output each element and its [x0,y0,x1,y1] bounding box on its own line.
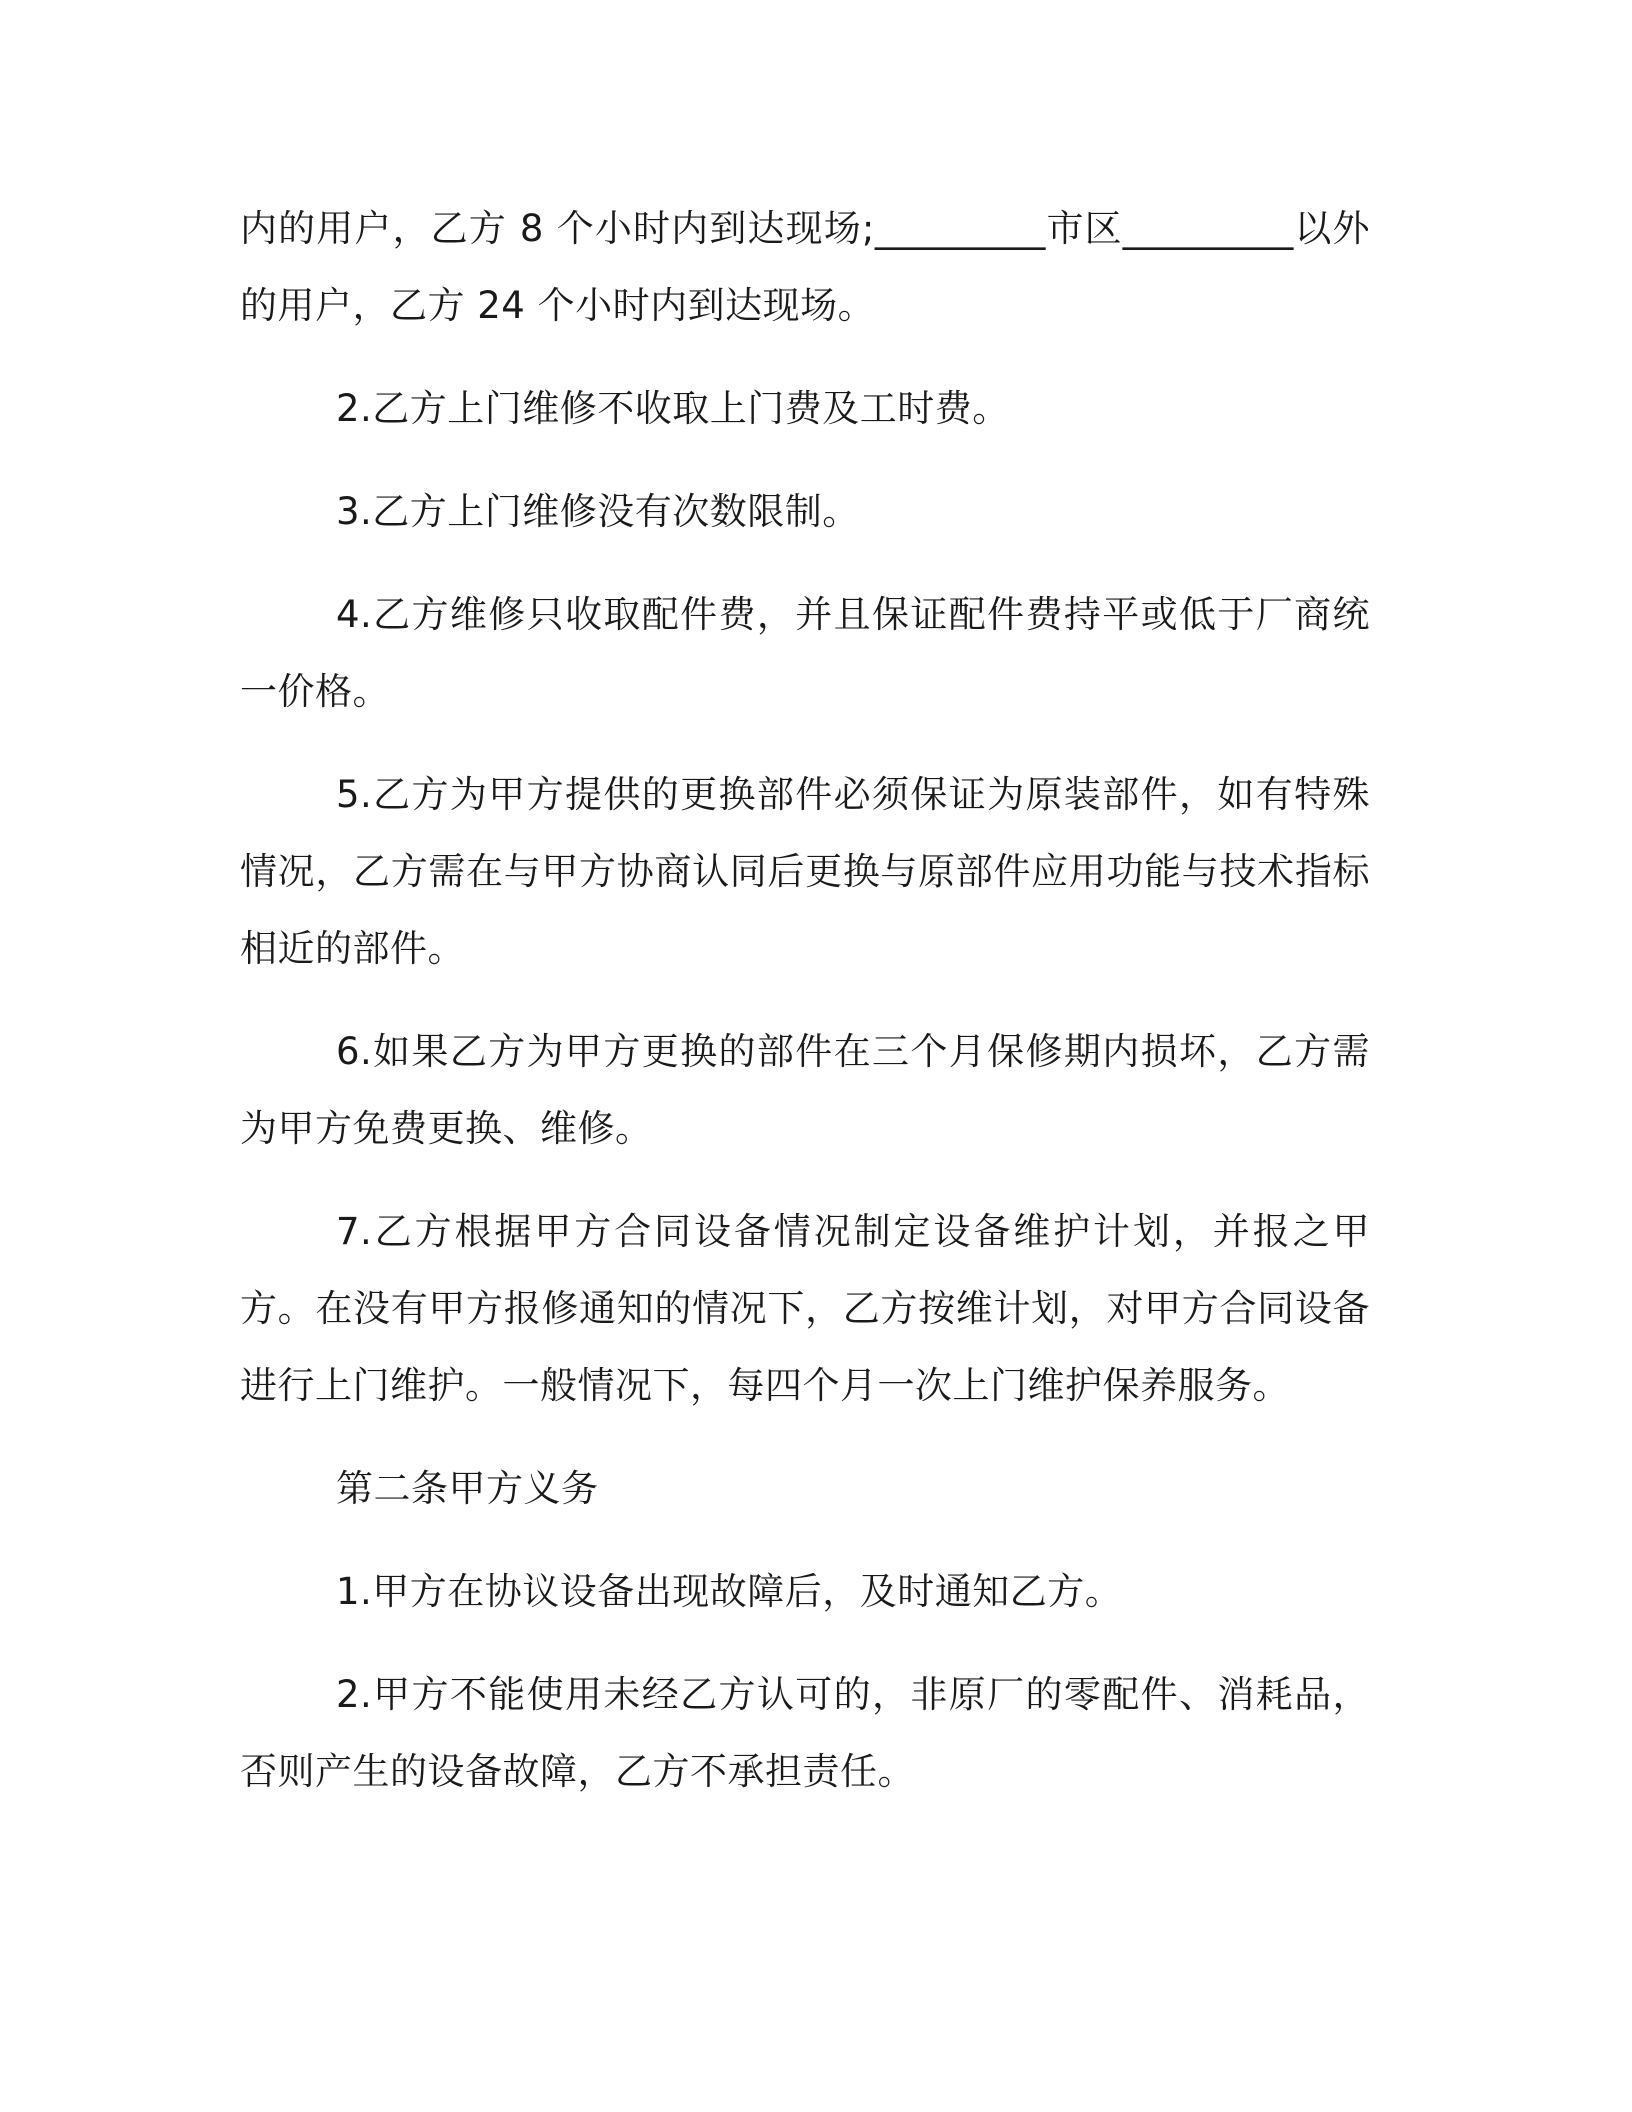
document-body [240,190,1370,1836]
clause-1-5: 5.乙方为甲方提供的更换部件必须保证为原装部件，如有特殊情况，乙方需在与甲方协商认同后更换与原部件应用功能与技术指标相近的部件。 [240,773,1370,970]
clause-1-7: 7.乙方根据甲方合同设备情况制定设备维护计划，并报之甲方。在没有甲方报修通知的情况下，乙方按维计划，对甲方合同设备进行上门维护。一般情况下，每四个月一次上门维护保养服务。 [240,1210,1370,1407]
clause-2-2: 2.甲方不能使用未经乙方认可的，非原厂的零配件、消耗品，否则产生的设备故障，乙方不承担责任。 [240,1673,1370,1793]
clause-1-3: 3.乙方上门维修没有次数限制。 [336,490,860,533]
paragraph-response-time: 内的用户，乙方 8 个小时内到达现场;_________市区_________以外的用户，乙方 24 个小时内到达现场。 [240,207,1370,327]
clause-2-1: 1.甲方在协议设备出现故障后，及时通知乙方。 [336,1570,1123,1613]
clause-1-6: 6.如果乙方为甲方更换的部件在三个月保修期内损坏，乙方需为甲方免费更换、维修。 [240,1030,1370,1150]
clause-1-4: 4.乙方维修只收取配件费，并且保证配件费持平或低于厂商统一价格。 [240,593,1370,713]
clause-1-2: 2.乙方上门维修不收取上门费及工时费。 [336,387,1010,430]
section-heading-party-a-obligations: 第二条甲方义务 [336,1467,599,1510]
